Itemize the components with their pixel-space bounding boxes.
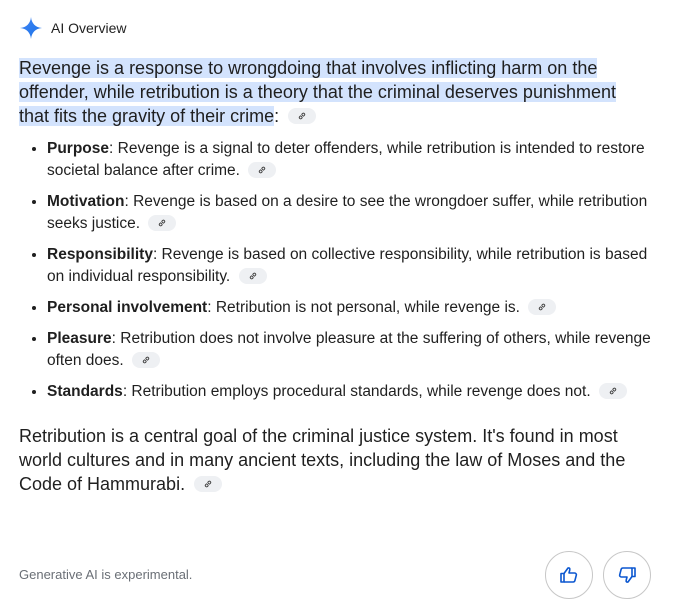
ai-overview-title: AI Overview — [51, 20, 127, 36]
list-item — [47, 381, 657, 403]
list-item-term: Personal involvement — [47, 299, 208, 316]
list-item-term: Standards — [47, 383, 123, 400]
source-link-button[interactable] — [248, 162, 276, 178]
link-icon — [608, 386, 618, 396]
thumbs-up-icon — [559, 565, 579, 585]
list-item-text: : Retribution does not involve pleasure at the suffering of others, while revenge often does. — [47, 330, 651, 369]
closing-text: Retribution is a central goal of the criminal justice system. It's found in most world cultures and in many ancient texts, including the law of Moses and the Code of Hammurabi. — [19, 426, 626, 494]
list-item — [47, 297, 657, 319]
list-item-text: : Retribution employs procedural standards, while revenge does not. — [122, 383, 591, 400]
source-link-button[interactable] — [599, 383, 627, 399]
link-icon — [141, 355, 151, 365]
link-icon — [257, 165, 267, 175]
list-item-term: Pleasure — [47, 330, 112, 347]
list-item-text: : Revenge is based on collective responsibility, while retribution is based on individual responsibility. — [47, 246, 648, 285]
list-item-text: : Revenge is a signal to deter offenders, while retribution is intended to restore societal balance after crime. — [47, 140, 645, 179]
source-link-button[interactable] — [239, 268, 267, 284]
lead-paragraph — [19, 56, 639, 128]
source-link-button[interactable] — [132, 352, 160, 368]
closing-paragraph — [19, 424, 649, 496]
lead-suffix: : — [274, 106, 280, 126]
sparkle-icon — [19, 16, 43, 40]
source-link-button[interactable] — [148, 215, 176, 231]
list-item-term: Responsibility — [47, 246, 153, 263]
source-link-button[interactable] — [288, 108, 316, 124]
thumbs-down-icon — [617, 565, 637, 585]
link-icon — [157, 218, 167, 228]
source-link-button[interactable] — [194, 476, 222, 492]
thumbs-up-button[interactable] — [545, 551, 593, 599]
highlighted-answer: Revenge is a response to wrongdoing that involves inflicting harm on the offender, while retribution is a theory that the criminal deserves punishment that fits the gravity of their crime — [19, 58, 616, 126]
list-item-term: Motivation — [47, 193, 125, 210]
list-item — [47, 244, 657, 288]
list-item — [47, 328, 657, 372]
link-icon — [537, 302, 547, 312]
list-item — [47, 191, 657, 235]
list-item-term: Purpose — [47, 140, 110, 157]
thumbs-down-button[interactable] — [603, 551, 651, 599]
list-item — [47, 138, 657, 182]
link-icon — [203, 479, 213, 489]
ai-overview-header — [19, 16, 126, 40]
experimental-disclaimer: Generative AI is experimental. — [19, 567, 193, 582]
link-icon — [248, 271, 258, 281]
comparison-list — [19, 138, 657, 412]
link-icon — [297, 111, 307, 121]
list-item-text: : Retribution is not personal, while revenge is. — [207, 299, 520, 316]
list-item-text: : Revenge is based on a desire to see the wrongdoer suffer, while retribution seeks justice. — [47, 193, 648, 232]
source-link-button[interactable] — [528, 299, 556, 315]
